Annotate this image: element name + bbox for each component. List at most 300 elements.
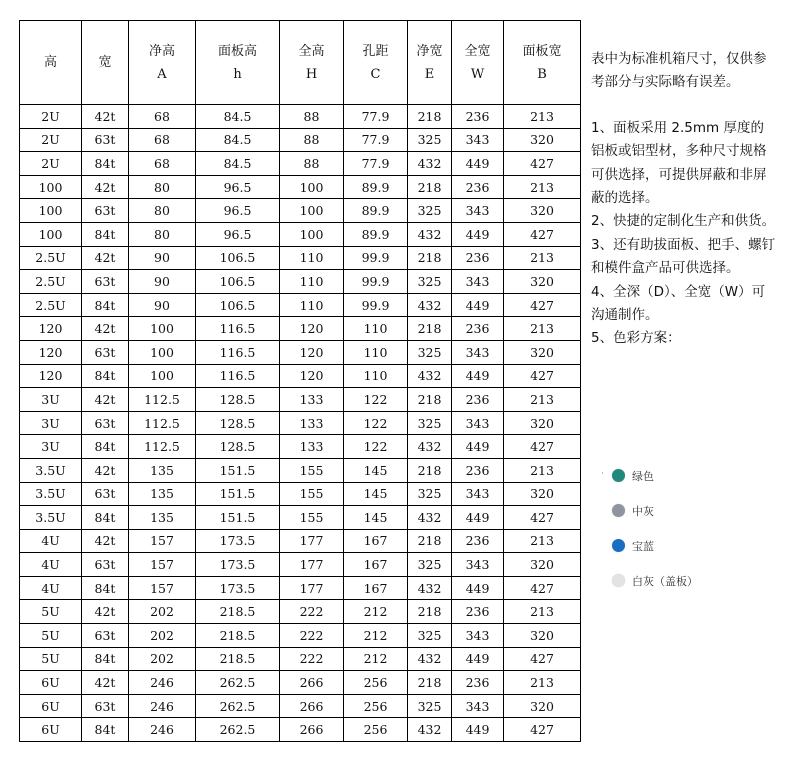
table-cell: 218 [408, 529, 452, 553]
table-row [20, 270, 581, 294]
table-cell: 84t [82, 435, 129, 459]
color-option-blue [612, 528, 698, 563]
table-cell: 320 [504, 553, 581, 577]
table-cell: 325 [408, 411, 452, 435]
table-cell: 213 [504, 671, 581, 695]
table-cell: 151.5 [196, 482, 280, 506]
table-cell: 343 [452, 694, 504, 718]
table-cell: 236 [452, 671, 504, 695]
table-cell: 88 [280, 152, 344, 176]
table-cell: 88 [280, 128, 344, 152]
column-header [82, 21, 129, 105]
table-cell: 90 [129, 246, 196, 270]
table-cell: 110 [280, 293, 344, 317]
table-cell: 151.5 [196, 458, 280, 482]
table-cell: 84t [82, 647, 129, 671]
table-cell: 110 [344, 317, 408, 341]
table-cell: 96.5 [196, 199, 280, 223]
table-cell: 80 [129, 222, 196, 246]
table-cell: 343 [452, 340, 504, 364]
table-cell: 262.5 [196, 718, 280, 742]
table-cell: 110 [344, 340, 408, 364]
table-cell: 432 [408, 506, 452, 530]
column-header [344, 21, 408, 105]
table-cell: 177 [280, 529, 344, 553]
note-item-4: 4、全深（D）、全宽（W）可沟通制作。 [591, 283, 766, 324]
table-cell: 266 [280, 718, 344, 742]
table-cell: 42t [82, 388, 129, 412]
table-cell: 173.5 [196, 553, 280, 577]
table-cell: 89.9 [344, 199, 408, 223]
table-cell: 128.5 [196, 411, 280, 435]
table-header-row [20, 21, 581, 105]
table-cell: 212 [344, 647, 408, 671]
column-header-symbol: H [305, 66, 318, 82]
table-row [20, 364, 581, 388]
table-cell: 262.5 [196, 694, 280, 718]
table-cell: 325 [408, 694, 452, 718]
table-cell: 427 [504, 293, 581, 317]
table-cell: 4U [20, 576, 82, 600]
table-cell: 325 [408, 199, 452, 223]
table-cell: 218 [408, 317, 452, 341]
table-cell: 432 [408, 293, 452, 317]
table-cell: 449 [452, 647, 504, 671]
table-cell: 84t [82, 364, 129, 388]
column-header [196, 21, 280, 105]
table-row [20, 600, 581, 624]
table-cell: 449 [452, 506, 504, 530]
table-cell: 218 [408, 671, 452, 695]
table-row [20, 199, 581, 223]
table-cell: 63t [82, 340, 129, 364]
table-cell: 133 [280, 388, 344, 412]
table-cell: 84.5 [196, 152, 280, 176]
table-cell: 218 [408, 246, 452, 270]
column-header-label: 面板高 [217, 43, 257, 59]
column-header [504, 21, 581, 105]
table-cell: 320 [504, 624, 581, 648]
table-cell: 157 [129, 529, 196, 553]
note-item-1: 1、面板采用 2.5mm 厚度的铝板或铝型材，多种尺寸规格可供选择，可提供屏蔽和非屏蔽的选择。 [591, 119, 767, 207]
table-cell: 202 [129, 600, 196, 624]
table-cell: 213 [504, 458, 581, 482]
table-cell: 2U [20, 128, 82, 152]
table-cell: 173.5 [196, 576, 280, 600]
table-cell: 343 [452, 128, 504, 152]
table-cell: 84t [82, 222, 129, 246]
table-cell: 4U [20, 529, 82, 553]
table-cell: 112.5 [129, 388, 196, 412]
table-cell: 100 [20, 199, 82, 223]
table-row [20, 694, 581, 718]
table-cell: 77.9 [344, 128, 408, 152]
column-header [452, 21, 504, 105]
table-cell: 100 [280, 175, 344, 199]
table-cell: 2U [20, 152, 82, 176]
table-row [20, 576, 581, 600]
table-cell: 320 [504, 411, 581, 435]
table-cell: 77.9 [344, 105, 408, 129]
table-cell: 135 [129, 506, 196, 530]
table-cell: 84.5 [196, 105, 280, 129]
white-gray-swatch-icon [612, 574, 625, 587]
table-cell: 236 [452, 175, 504, 199]
table-row [20, 458, 581, 482]
table-cell: 325 [408, 340, 452, 364]
table-cell: 120 [280, 364, 344, 388]
table-cell: 325 [408, 128, 452, 152]
table-cell: 6U [20, 671, 82, 695]
table-cell: 42t [82, 458, 129, 482]
column-header [129, 21, 196, 105]
color-label: 中灰 [632, 504, 654, 518]
table-cell: 135 [129, 458, 196, 482]
table-cell: 112.5 [129, 435, 196, 459]
table-cell: 218 [408, 105, 452, 129]
table-row [20, 388, 581, 412]
table-row [20, 128, 581, 152]
table-row [20, 647, 581, 671]
column-header-label: 净高 [148, 43, 175, 59]
table-cell: 42t [82, 246, 129, 270]
table-cell: 202 [129, 624, 196, 648]
table-cell: 213 [504, 388, 581, 412]
table-cell: 325 [408, 624, 452, 648]
table-cell: 42t [82, 600, 129, 624]
table-cell: 100 [129, 340, 196, 364]
table-cell: 3U [20, 388, 82, 412]
table-cell: 236 [452, 529, 504, 553]
table-cell: 116.5 [196, 364, 280, 388]
table-cell: 432 [408, 435, 452, 459]
table-cell: 212 [344, 600, 408, 624]
column-header-label: 面板宽 [522, 43, 562, 59]
table-cell: 432 [408, 576, 452, 600]
table-cell: 218 [408, 175, 452, 199]
column-header-label: 全高 [298, 43, 325, 59]
table-cell: 151.5 [196, 506, 280, 530]
spec-table [19, 20, 581, 742]
table-cell: 218.5 [196, 647, 280, 671]
table-cell: 236 [452, 388, 504, 412]
table-cell: 100 [129, 364, 196, 388]
table-cell: 145 [344, 506, 408, 530]
table-cell: 222 [280, 600, 344, 624]
column-header-label: 全宽 [464, 43, 491, 59]
note-item-2: 2、快捷的定制化生产和供货。 [591, 213, 776, 230]
table-cell: 3.5U [20, 458, 82, 482]
table-row [20, 624, 581, 648]
table-cell: 145 [344, 482, 408, 506]
table-cell: 100 [280, 199, 344, 223]
table-cell: 2.5U [20, 270, 82, 294]
table-cell: 63t [82, 482, 129, 506]
table-cell: 157 [129, 576, 196, 600]
table-cell: 427 [504, 506, 581, 530]
table-cell: 3.5U [20, 482, 82, 506]
table-cell: 42t [82, 671, 129, 695]
table-cell: 110 [344, 364, 408, 388]
table-cell: 256 [344, 671, 408, 695]
table-cell: 236 [452, 317, 504, 341]
table-cell: 133 [280, 435, 344, 459]
notes-panel [591, 48, 776, 351]
table-cell: 236 [452, 246, 504, 270]
table-row [20, 293, 581, 317]
table-cell: 63t [82, 199, 129, 223]
table-cell: 128.5 [196, 435, 280, 459]
table-cell: 116.5 [196, 317, 280, 341]
table-cell: 84t [82, 718, 129, 742]
table-cell: 145 [344, 458, 408, 482]
table-cell: 110 [280, 246, 344, 270]
table-cell: 96.5 [196, 222, 280, 246]
table-cell: 177 [280, 553, 344, 577]
table-cell: 90 [129, 270, 196, 294]
color-label: 白灰（盖板） [632, 574, 698, 588]
table-cell: 63t [82, 694, 129, 718]
table-cell: 325 [408, 553, 452, 577]
table-cell: 84t [82, 576, 129, 600]
table-cell: 5U [20, 624, 82, 648]
table-cell: 256 [344, 718, 408, 742]
table-cell: 266 [280, 671, 344, 695]
table-cell: 2.5U [20, 246, 82, 270]
table-cell: 155 [280, 458, 344, 482]
table-cell: 42t [82, 317, 129, 341]
table-cell: 325 [408, 270, 452, 294]
table-row [20, 175, 581, 199]
bullet-mark: · [601, 469, 604, 479]
table-cell: 100 [20, 175, 82, 199]
table-cell: 325 [408, 482, 452, 506]
table-cell: 100 [280, 222, 344, 246]
notes-intro: 表中为标准机箱尺寸，仅供参考部分与实际略有误差。 [591, 51, 767, 91]
table-cell: 133 [280, 411, 344, 435]
table-row [20, 482, 581, 506]
table-cell: 42t [82, 105, 129, 129]
table-cell: 42t [82, 175, 129, 199]
table-cell: 202 [129, 647, 196, 671]
table-row [20, 529, 581, 553]
table-cell: 63t [82, 553, 129, 577]
table-cell: 90 [129, 293, 196, 317]
table-cell: 122 [344, 435, 408, 459]
table-row [20, 506, 581, 530]
table-cell: 449 [452, 718, 504, 742]
table-cell: 213 [504, 105, 581, 129]
table-cell: 320 [504, 128, 581, 152]
table-cell: 320 [504, 482, 581, 506]
note-item-5: 5、色彩方案： [591, 330, 681, 347]
table-cell: 63t [82, 411, 129, 435]
table-cell: 213 [504, 175, 581, 199]
table-cell: 427 [504, 576, 581, 600]
table-cell: 100 [20, 222, 82, 246]
column-header-label: 高 [43, 55, 57, 70]
table-cell: 343 [452, 624, 504, 648]
table-cell: 320 [504, 340, 581, 364]
table-cell: 218 [408, 600, 452, 624]
table-cell: 167 [344, 576, 408, 600]
table-cell: 122 [344, 411, 408, 435]
table-cell: 68 [129, 152, 196, 176]
table-row [20, 435, 581, 459]
table-cell: 213 [504, 317, 581, 341]
table-row [20, 718, 581, 742]
table-cell: 432 [408, 364, 452, 388]
table-cell: 106.5 [196, 293, 280, 317]
table-cell: 432 [408, 647, 452, 671]
table-cell: 212 [344, 624, 408, 648]
table-cell: 3U [20, 435, 82, 459]
table-cell: 42t [82, 529, 129, 553]
table-cell: 63t [82, 270, 129, 294]
table-cell: 256 [344, 694, 408, 718]
table-cell: 5U [20, 600, 82, 624]
table-cell: 110 [280, 270, 344, 294]
table-cell: 120 [280, 340, 344, 364]
blue-swatch-icon [612, 539, 625, 552]
table-cell: 99.9 [344, 270, 408, 294]
table-cell: 320 [504, 694, 581, 718]
table-row [20, 222, 581, 246]
table-cell: 99.9 [344, 293, 408, 317]
table-cell: 432 [408, 222, 452, 246]
table-cell: 167 [344, 529, 408, 553]
table-cell: 427 [504, 364, 581, 388]
table-cell: 128.5 [196, 388, 280, 412]
table-cell: 449 [452, 576, 504, 600]
table-cell: 449 [452, 152, 504, 176]
table-cell: 116.5 [196, 340, 280, 364]
table-cell: 84t [82, 152, 129, 176]
table-cell: 2U [20, 105, 82, 129]
note-item-3: 3、还有助拔面板、把手、螺钉和模件盒产品可供选择。 [591, 236, 776, 277]
table-cell: 177 [280, 576, 344, 600]
table-cell: 343 [452, 270, 504, 294]
column-header-symbol: h [233, 66, 242, 82]
color-label: 宝蓝 [632, 539, 654, 553]
table-cell: 236 [452, 600, 504, 624]
table-cell: 218.5 [196, 600, 280, 624]
table-cell: 320 [504, 199, 581, 223]
table-cell: 432 [408, 718, 452, 742]
table-cell: 427 [504, 718, 581, 742]
table-cell: 213 [504, 246, 581, 270]
table-cell: 155 [280, 506, 344, 530]
table-cell: 167 [344, 553, 408, 577]
table-cell: 80 [129, 175, 196, 199]
color-scheme-list [601, 458, 698, 598]
table-cell: 89.9 [344, 175, 408, 199]
column-header [408, 21, 452, 105]
table-cell: 218 [408, 388, 452, 412]
table-cell: 120 [20, 317, 82, 341]
table-cell: 155 [280, 482, 344, 506]
column-header-label: 孔距 [362, 43, 389, 59]
table-cell: 68 [129, 128, 196, 152]
column-header-symbol: W [470, 66, 485, 82]
table-cell: 84.5 [196, 128, 280, 152]
table-cell: 68 [129, 105, 196, 129]
table-cell: 449 [452, 364, 504, 388]
table-cell: 120 [20, 364, 82, 388]
table-cell: 3.5U [20, 506, 82, 530]
table-cell: 213 [504, 529, 581, 553]
table-cell: 6U [20, 694, 82, 718]
table-cell: 120 [20, 340, 82, 364]
column-header-label: 宽 [98, 55, 112, 70]
table-cell: 63t [82, 128, 129, 152]
table-cell: 157 [129, 553, 196, 577]
table-cell: 106.5 [196, 246, 280, 270]
table-cell: 3U [20, 411, 82, 435]
table-cell: 80 [129, 199, 196, 223]
table-cell: 222 [280, 624, 344, 648]
table-cell: 427 [504, 435, 581, 459]
table-cell: 218.5 [196, 624, 280, 648]
green-swatch-icon [612, 469, 625, 482]
table-row [20, 553, 581, 577]
table-cell: 427 [504, 647, 581, 671]
color-option-white-gray [612, 563, 698, 598]
table-cell: 63t [82, 624, 129, 648]
table-cell: 106.5 [196, 270, 280, 294]
table-cell: 320 [504, 270, 581, 294]
column-header-label: 净宽 [416, 43, 443, 59]
table-cell: 343 [452, 553, 504, 577]
table-cell: 343 [452, 482, 504, 506]
table-cell: 343 [452, 199, 504, 223]
table-row [20, 671, 581, 695]
table-body [20, 105, 581, 742]
table-cell: 236 [452, 458, 504, 482]
table-cell: 266 [280, 694, 344, 718]
table-cell: 122 [344, 388, 408, 412]
table-cell: 84t [82, 293, 129, 317]
table-cell: 236 [452, 105, 504, 129]
color-option-green [601, 458, 698, 493]
table-cell: 246 [129, 718, 196, 742]
table-row [20, 411, 581, 435]
table-row [20, 105, 581, 129]
column-header [280, 21, 344, 105]
table-row [20, 152, 581, 176]
table-cell: 120 [280, 317, 344, 341]
table-cell: 6U [20, 718, 82, 742]
color-option-gray [612, 493, 698, 528]
table-row [20, 246, 581, 270]
table-cell: 4U [20, 553, 82, 577]
table-cell: 246 [129, 671, 196, 695]
table-cell: 99.9 [344, 246, 408, 270]
table-cell: 96.5 [196, 175, 280, 199]
column-header-symbol: B [537, 66, 547, 82]
table-cell: 262.5 [196, 671, 280, 695]
table-cell: 246 [129, 694, 196, 718]
table-cell: 449 [452, 222, 504, 246]
table-row [20, 317, 581, 341]
table-cell: 89.9 [344, 222, 408, 246]
table-cell: 135 [129, 482, 196, 506]
table-cell: 427 [504, 222, 581, 246]
table-cell: 449 [452, 435, 504, 459]
table-row [20, 340, 581, 364]
table-cell: 218 [408, 458, 452, 482]
table-cell: 100 [129, 317, 196, 341]
